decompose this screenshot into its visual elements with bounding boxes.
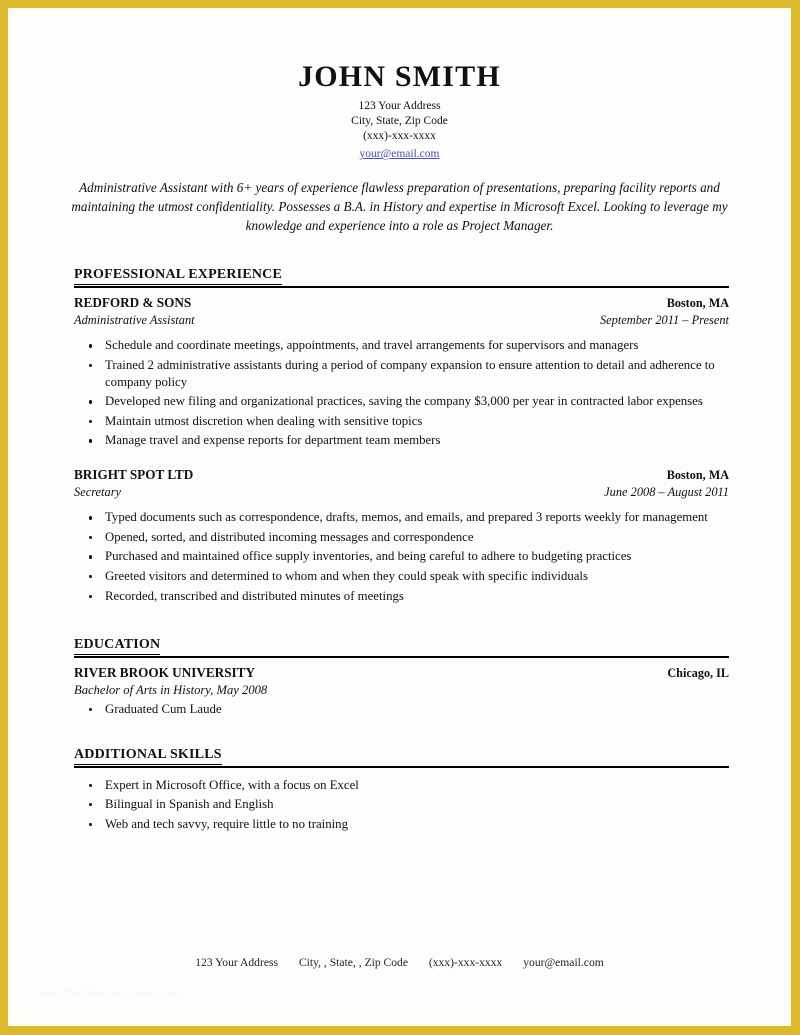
resume-header <box>8 8 791 162</box>
job-bullet-list <box>74 509 729 604</box>
job-title: Secretary <box>74 485 122 500</box>
job-bullet: Recorded, transcribed and distributed minutes of meetings <box>74 588 729 605</box>
entry-sub-row <box>74 312 729 328</box>
job-bullet: Maintain utmost discretion when dealing with sensitive topics <box>74 413 729 430</box>
section-divider-experience <box>74 286 729 288</box>
section-divider-education <box>74 656 729 658</box>
section-professional-experience <box>74 265 729 604</box>
page-footer <box>8 956 791 969</box>
professional-summary: Administrative Assistant with 6+ years of experience flawless preparation of presentations, preparing facility reports and maintaining the utmost confidentiality. Possesses a B.A. in History and expertise in Microsoft Excel. Looking to leverage my knowledge and experience into a role as Project Manager. <box>71 180 728 233</box>
experience-entry <box>74 466 729 604</box>
skill-bullet: Web and tech savvy, require little to no training <box>74 816 729 833</box>
job-bullet: Purchased and maintained office supply inventories, and being careful to adhere to budgeting practices <box>74 548 729 565</box>
section-education <box>74 635 729 718</box>
job-bullet: Schedule and coordinate meetings, appointments, and travel arrangements for supervisors and managers <box>74 337 729 354</box>
job-title: Administrative Assistant <box>74 313 195 328</box>
job-bullet-list <box>74 337 729 449</box>
job-bullet: Greeted visitors and determined to whom and when they could speak with specific individuals <box>74 568 729 585</box>
employer-name: REDFORD & SONS <box>74 295 192 311</box>
education-heading-wrap <box>74 635 729 655</box>
school-name: RIVER BROOK UNIVERSITY <box>74 664 255 680</box>
education-entry <box>74 664 729 718</box>
skill-bullet: Bilingual in Spanish and English <box>74 796 729 813</box>
contact-email-link[interactable]: your@email.com <box>359 148 440 161</box>
section-title-experience: PROFESSIONAL EXPERIENCE <box>74 267 282 285</box>
skill-bullet: Expert in Microsoft Office, with a focus on Excel <box>74 777 729 794</box>
entry-top-row <box>74 664 729 682</box>
site-watermark: www.thebalancecareers.com <box>38 988 184 1000</box>
employer-location: Boston, MA <box>666 468 729 483</box>
experience-heading-wrap <box>74 265 729 285</box>
employer-location: Boston, MA <box>666 296 729 311</box>
resume-sheet <box>8 8 791 1026</box>
employer-name: BRIGHT SPOT LTD <box>74 467 194 483</box>
education-bullet-list <box>74 701 729 718</box>
section-title-education: EDUCATION <box>74 637 160 655</box>
experience-entry <box>74 294 729 449</box>
section-title-skills: ADDITIONAL SKILLS <box>74 747 222 765</box>
job-bullet: Opened, sorted, and distributed incoming messages and correspondence <box>74 529 729 546</box>
job-bullet: Manage travel and expense reports for department team members <box>74 432 729 449</box>
contact-phone: (xxx)-xxx-xxxx <box>363 129 436 142</box>
footer-phone: (xxx)-xxx-xxxx <box>428 956 503 969</box>
section-additional-skills <box>74 745 729 833</box>
job-dates: June 2008 – August 2011 <box>604 485 729 500</box>
entry-top-row <box>74 466 729 484</box>
footer-city-state-zip: City, , State, , Zip Code <box>298 956 408 969</box>
resume-body <box>74 265 729 832</box>
contact-address: 123 Your Address <box>358 99 441 112</box>
skills-bullet-list <box>74 777 729 833</box>
job-dates: September 2011 – Present <box>599 313 729 328</box>
school-location: Chicago, IL <box>667 665 729 680</box>
footer-address: 123 Your Address <box>195 956 279 969</box>
job-bullet: Trained 2 administrative assistants during a period of company expansion to ensure attention to detail and adherence to company policy <box>74 357 729 391</box>
footer-email: your@email.com <box>523 956 604 969</box>
job-bullet: Developed new filing and organizational practices, saving the company $3,000 per year in contracted labor expenses <box>74 393 729 410</box>
section-divider-skills <box>74 766 729 768</box>
candidate-name: JOHN SMITH <box>298 60 501 93</box>
contact-city-state-zip: City, State, Zip Code <box>351 114 448 127</box>
education-bullet: Graduated Cum Laude <box>74 701 729 718</box>
entry-top-row <box>74 294 729 312</box>
entry-sub-row <box>74 484 729 500</box>
skills-heading-wrap <box>74 745 729 765</box>
degree-line: Bachelor of Arts in History, May 2008 <box>74 683 268 698</box>
job-bullet: Typed documents such as correspondence, drafts, memos, and emails, and prepared 3 reports weekly for management <box>74 509 729 526</box>
